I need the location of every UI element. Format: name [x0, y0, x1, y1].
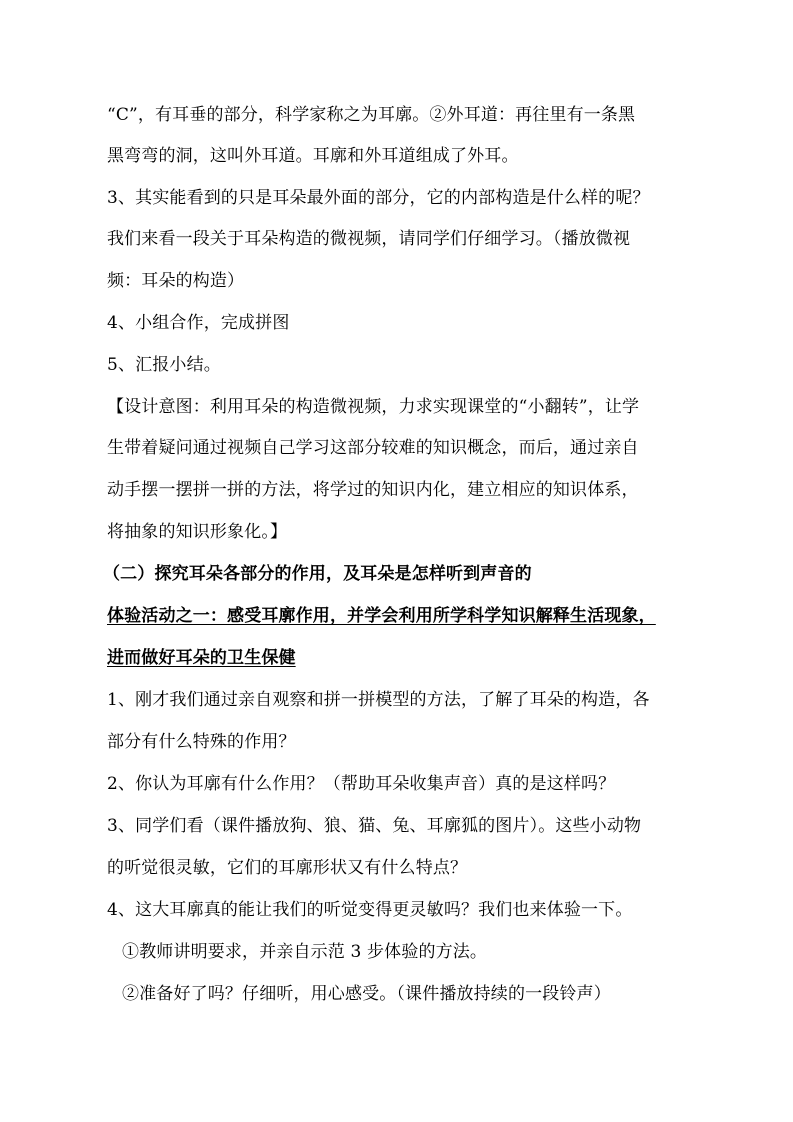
question-4-line: 4、这大耳廓真的能让我们的听觉变得更灵敏吗？我们也来体验一下。: [107, 900, 633, 920]
activity-heading-line-2: 进而做好耳朵的卫生保健: [107, 648, 296, 668]
question-1-line-1: 1、刚才我们通过亲自观察和拼一拼模型的方法，了解了耳朵的构造，各: [107, 690, 650, 710]
design-intent-line-1: 【设计意图：利用耳朵的构造微视频，力求实现课堂的“小翻转”，让学: [107, 397, 640, 417]
step-4-line: 4、小组合作，完成拼图: [107, 313, 290, 333]
substep-1-line: ①教师讲明要求，并亲自示范 3 步体验的方法。: [122, 942, 488, 962]
paragraph-line-outer-ear-1: “C”，有耳垂的部分，科学家称之为耳廓。②外耳道：再往里有一条黑: [107, 105, 636, 125]
step-3-line-3: 频：耳朵的构造）: [107, 271, 245, 291]
design-intent-line-4: 将抽象的知识形象化。】: [107, 522, 288, 542]
step-3-line-2: 我们来看一段关于耳朵构造的微视频，请同学们仔细学习。（播放微视: [107, 229, 631, 249]
step-5-line: 5、汇报小结。: [107, 355, 221, 375]
design-intent-line-2: 生带着疑问通过视频自己学习这部分较难的知识概念，而后，通过亲自: [107, 438, 639, 458]
step-3-line-1: 3、其实能看到的只是耳朵最外面的部分，它的内部构造是什么样的呢？: [107, 188, 650, 208]
activity-heading-line-1: 体验活动之一：感受耳廓作用，并学会利用所学科学知识解释生活现象，: [107, 606, 656, 626]
substep-2-line: ②准备好了吗？仔细听，用心感受。（课件播放持续的一段铃声）: [122, 984, 611, 1004]
question-3-line-2: 的听觉很灵敏，它们的耳廓形状又有什么特点？: [107, 858, 468, 878]
section-heading-part-two: （二）探究耳朵各部分的作用，及耳朵是怎样听到声音的: [103, 564, 532, 584]
design-intent-line-3: 动手摆一摆拼一拼的方法，将学过的知识内化，建立相应的知识体系，: [107, 480, 639, 500]
question-3-line-1: 3、同学们看（课件播放狗、狼、猫、兔、耳廓狐的图片）。这些小动物: [107, 816, 642, 836]
paragraph-line-outer-ear-2: 黑弯弯的洞，这叫外耳道。耳廓和外耳道组成了外耳。: [107, 146, 519, 166]
question-1-line-2: 部分有什么特殊的作用？: [107, 732, 296, 752]
question-2-line: 2、你认为耳廓有什么作用？（帮助耳朵收集声音）真的是这样吗？: [107, 774, 616, 794]
